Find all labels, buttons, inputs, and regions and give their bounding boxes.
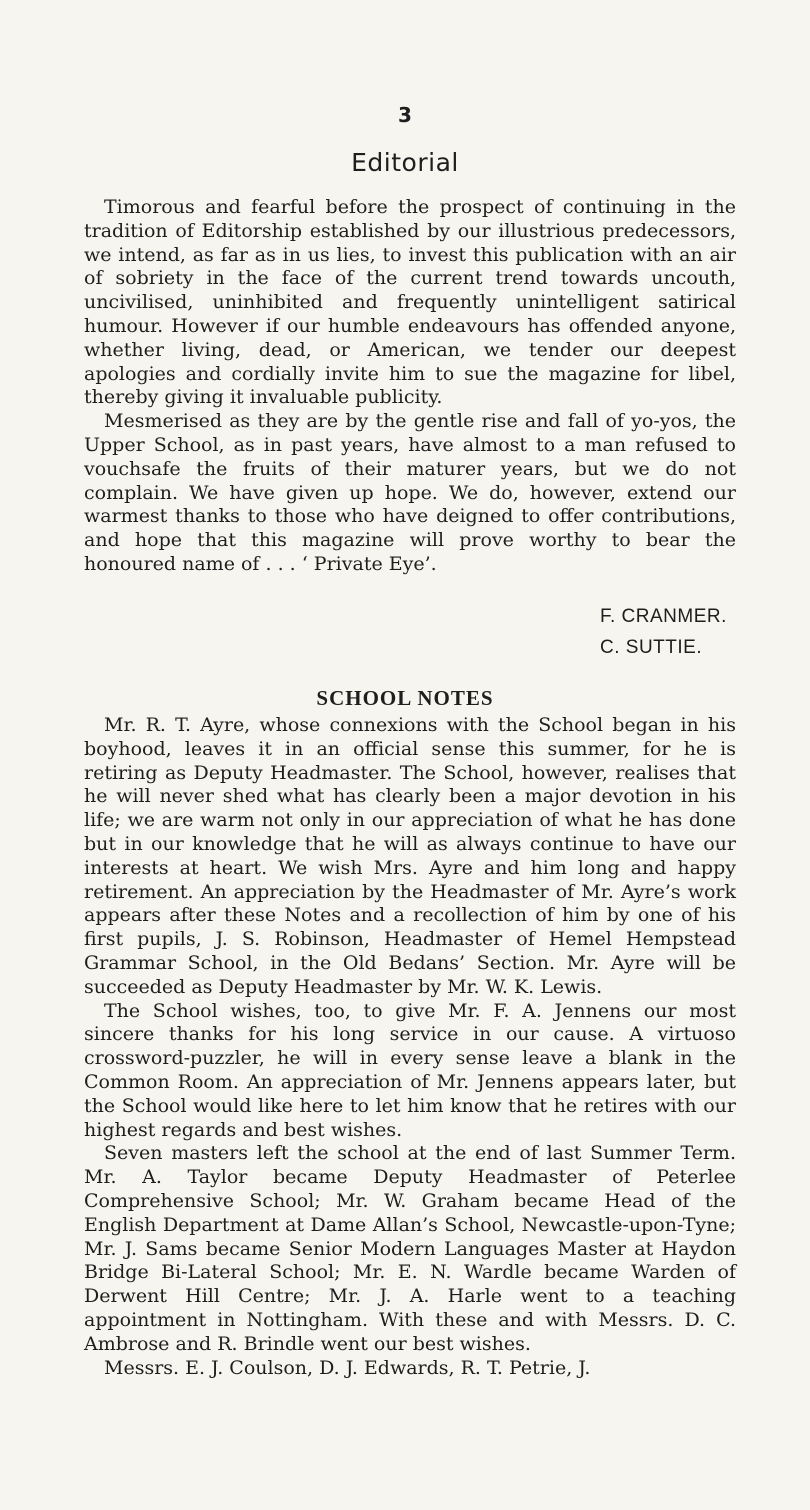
school-notes-paragraph: Messrs. E. J. Coulson, D. J. Edwards, R. T. Petrie, J. [104,1356,591,1379]
editorial-body [84,196,736,577]
school-notes-paragraph: Mr. R. T. Ayre, whose connexions with the School began in his boyhood, leaves it in an official sense this summer, for he is retiring as Deputy Headmaster. The School, however, realises that he will never shed what has clearly been a major devotion in his life; we are warm not only in our appreciation of what he has done but in our knowledge that he will as always continue to have our interests at heart. We wish Mrs. Ayre and him long and happy retirement. An appreciation by the Headmaster of Mr. Ayre’s work appears after these Notes and a recollection of him by one of his first pupils, J. S. Robinson, Headmaster of Hemel Hempstead Grammar School, in the Old Bedans’ Section. Mr. Ayre will be succeeded as Deputy Headmaster by Mr. W. K. Lewis. [84,714,736,998]
editorial-heading: Editorial [351,148,459,177]
school-notes-paragraph: Seven masters left the school at the end of last Summer Term. Mr. A. Taylor became Deputy Headmaster of Peterlee Comprehensive School; Mr. W. Graham became Head of the English Department at Dame Allan’s School, Newcastle-upon-Tyne; Mr. J. Sams became Senior Modern Languages Master at Haydon Bridge Bi-Lateral School; Mr. E. N. Wardle became Warden of Derwent Hill Centre; Mr. J. A. Harle went to a teaching appointment in Nottingham. With these and with Messrs. D. C. Ambrose and R. Brindle went our best wishes. [84,1142,736,1355]
editor-signature: C. SUTTIE. [600,637,703,658]
school-notes-paragraph: The School wishes, too, to give Mr. F. A. Jennens our most sincere thanks for his long service in our cause. A virtuoso crossword-puzzler, he will in every sense leave a blank in the Common Room. An appreciation of Mr. Jennens appears later, but the School would like here to let him know that he retires with our highest regards and best wishes. [84,999,736,1141]
editorial-paragraph: Timorous and fearful before the prospect of continuing in the tradition of Editorship established by our illustrious predecessors, we intend, as far as in us lies, to invest this publication with an air of sobriety in the face of the current trend towards uncouth, uncivilised, uninhibited and frequently unintelligent satirical humour. However if our humble endeavours has offended anyone, whether living, dead, or American, we tender our deepest apologies and cordially invite him to sue the magazine for libel, thereby giving it invaluable publicity. [84,196,736,409]
editorial-paragraph: Mesmerised as they are by the gentle rise and fall of yo-yos, the Upper School, as in past years, have almost to a man refused to vouchsafe the fruits of their maturer years, but we do not complain. We have given up hope. We do, however, extend our warmest thanks to those who have deigned to offer contributions, and hope that this magazine will prove worthy to bear the honoured name of . . . ‘ Private Eye’. [84,410,736,575]
school-notes-body [84,714,736,1380]
page-number: 3 [398,103,412,127]
editor-signature: F. CRANMER. [600,606,727,627]
school-notes-heading: SCHOOL NOTES [316,686,494,710]
